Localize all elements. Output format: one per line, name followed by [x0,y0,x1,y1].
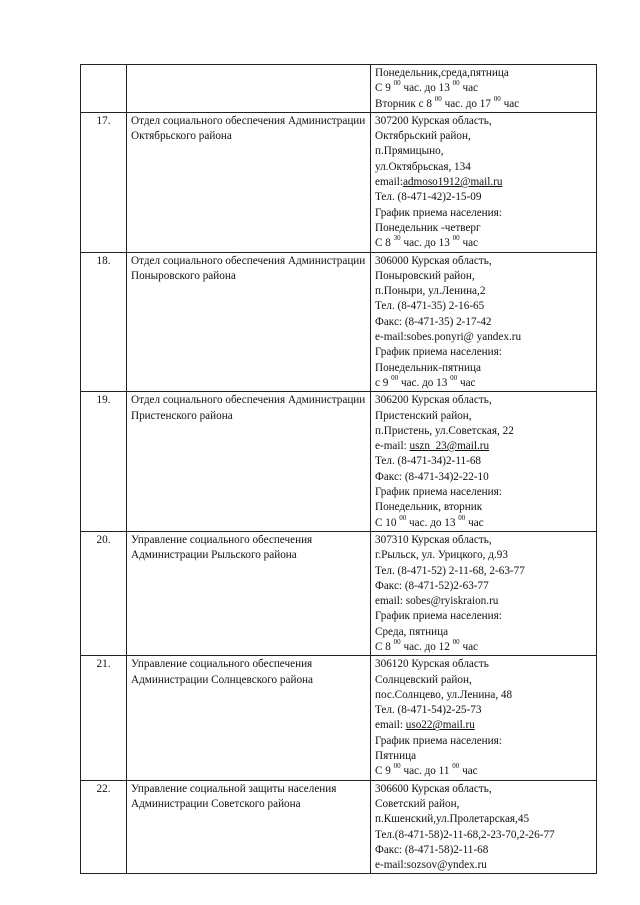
contact-line: С 9 $^{00}$ час. до 11 $^{00}$ час [375,762,478,778]
contact-line: п.Кшенский,ул.Пролетарская,45 [375,813,530,826]
contact-line: График приема населения: [375,734,502,747]
office-contacts [371,656,597,780]
contact-line: с 9 $^{00}$ час. до 13 $^{00}$ час [375,373,476,389]
contact-line: 306000 Курская область, [375,254,492,267]
office-contacts [371,112,597,252]
office-name [127,65,371,113]
contact-line: Тел. (8-471-54)2-25-73 [375,704,482,717]
contact-line: График приема населения: [375,346,502,359]
contact-line: Советский район, [375,797,460,810]
table-row [81,392,597,532]
contact-line: e-mail:sozsov@yndex.ru [375,859,487,872]
contact-line: Факс: (8-471-58)2-11-68 [375,843,489,856]
contact-line: п.Поныри, ул.Ленина,2 [375,285,486,298]
contact-line: График приема населения: [375,206,502,219]
contact-line: Тел. (8-471-42)2-15-09 [375,191,482,204]
contact-line: Тел. (8-471-52) 2-11-68, 2-63-77 [375,564,525,577]
contact-line: Солнцевский район, [375,673,472,686]
contact-line: Понедельник-пятница [375,361,481,374]
contact-line: Октябрьский район, [375,130,471,143]
contact-line: 306600 Курская область, [375,782,492,795]
contact-line: Понедельник, вторник [375,501,483,514]
email-link[interactable]: uso22@mail.ru [405,719,475,732]
office-contacts [371,531,597,655]
contact-line: Факс: (8-471-52)2-63-77 [375,579,489,592]
contact-line: ул.Октябрьская, 134 [375,160,471,173]
contact-line: С 9 $^{00}$ час. до 13 $^{00}$ час [375,79,479,95]
row-number: 18. [81,252,127,392]
contact-line: Пристенский район, [375,409,472,422]
office-name: Управление социального обеспечения Администрации Рыльского района [127,531,371,655]
table-row [81,252,597,392]
table-row [81,65,597,113]
contact-line[interactable]: email:admoso1912@mail.ru [375,176,503,189]
row-number [81,65,127,113]
row-number: 19. [81,392,127,532]
contact-line: Тел. (8-471-35) 2-16-65 [375,300,485,313]
office-contacts [371,780,597,874]
table-row [81,780,597,874]
table-row [81,531,597,655]
contact-line: Понедельник -четверг [375,221,481,234]
contact-line: Поныровский район, [375,269,475,282]
contact-line: Тел. (8-471-34)2-11-68 [375,455,482,468]
contact-line: e-mail:sobes.ponyri@ yandex.ru [375,331,522,344]
contact-line: Факс: (8-471-34)2-22-10 [375,470,489,483]
contact-line: С 8 $^{30}$ час. до 13 $^{00}$ час [375,234,479,250]
table-row [81,656,597,780]
contact-line: 306200 Курская область, [375,394,492,407]
row-number: 22. [81,780,127,874]
contact-line: п.Прямицыно, [375,145,444,158]
contact-line: email: sobes@ryiskraion.ru [375,595,499,608]
contact-line: График приема населения: [375,486,502,499]
contact-line: г.Рыльск, ул. Урицкого, д.93 [375,549,508,562]
contact-line: С 10 $^{00}$ час. до 13 $^{00}$ час [375,513,484,529]
contact-line: График приема населения: [375,610,502,623]
contact-line: 306120 Курская область [375,658,489,671]
row-number: 21. [81,656,127,780]
office-name: Отдел социального обеспечения Администрации Октябрьского района [127,112,371,252]
table-row [81,112,597,252]
row-number: 17. [81,112,127,252]
office-name: Управление социального обеспечения Администрации Солнцевского района [127,656,371,780]
contact-line[interactable]: email: uso22@mail.ru [375,719,475,732]
office-contacts [371,65,597,113]
contact-line: 307310 Курская область, [375,533,492,546]
office-contacts [371,252,597,392]
contact-line: Факс: (8-471-35) 2-17-42 [375,315,492,328]
row-number: 20. [81,531,127,655]
contact-line: Понедельник,среда,пятница [375,67,509,79]
office-name: Отдел социального обеспечения Администрации Поныровского района [127,252,371,392]
contact-line: Пятница [375,750,417,763]
offices-table-body [81,65,597,874]
contact-line: 307200 Курская область, [375,114,492,127]
contact-line: Тел.(8-471-58)2-11-68,2-23-70,2-26-77 [375,828,555,841]
contact-line: Вторник с 8 $^{00}$ час. до 17 $^{00}$ час [375,94,520,110]
office-name: Отдел социального обеспечения Администрации Пристенского района [127,392,371,532]
office-contacts [371,392,597,532]
contact-line: п.Пристень, ул.Советская, 22 [375,424,514,437]
contact-line[interactable]: e-mail: uszn_23@mail.ru [375,440,490,453]
office-name: Управление социальной защиты населения Администрации Советского района [127,780,371,874]
email-link[interactable]: uszn_23@mail.ru [409,440,490,453]
contact-line: Среда, пятница [375,625,449,638]
offices-table [80,64,597,874]
email-link[interactable]: admoso1912@mail.ru [402,176,503,189]
contact-line: С 8 $^{00}$ час. до 12 $^{00}$ час [375,637,479,653]
contact-line: пос.Солнцево, ул.Ленина, 48 [375,688,513,701]
